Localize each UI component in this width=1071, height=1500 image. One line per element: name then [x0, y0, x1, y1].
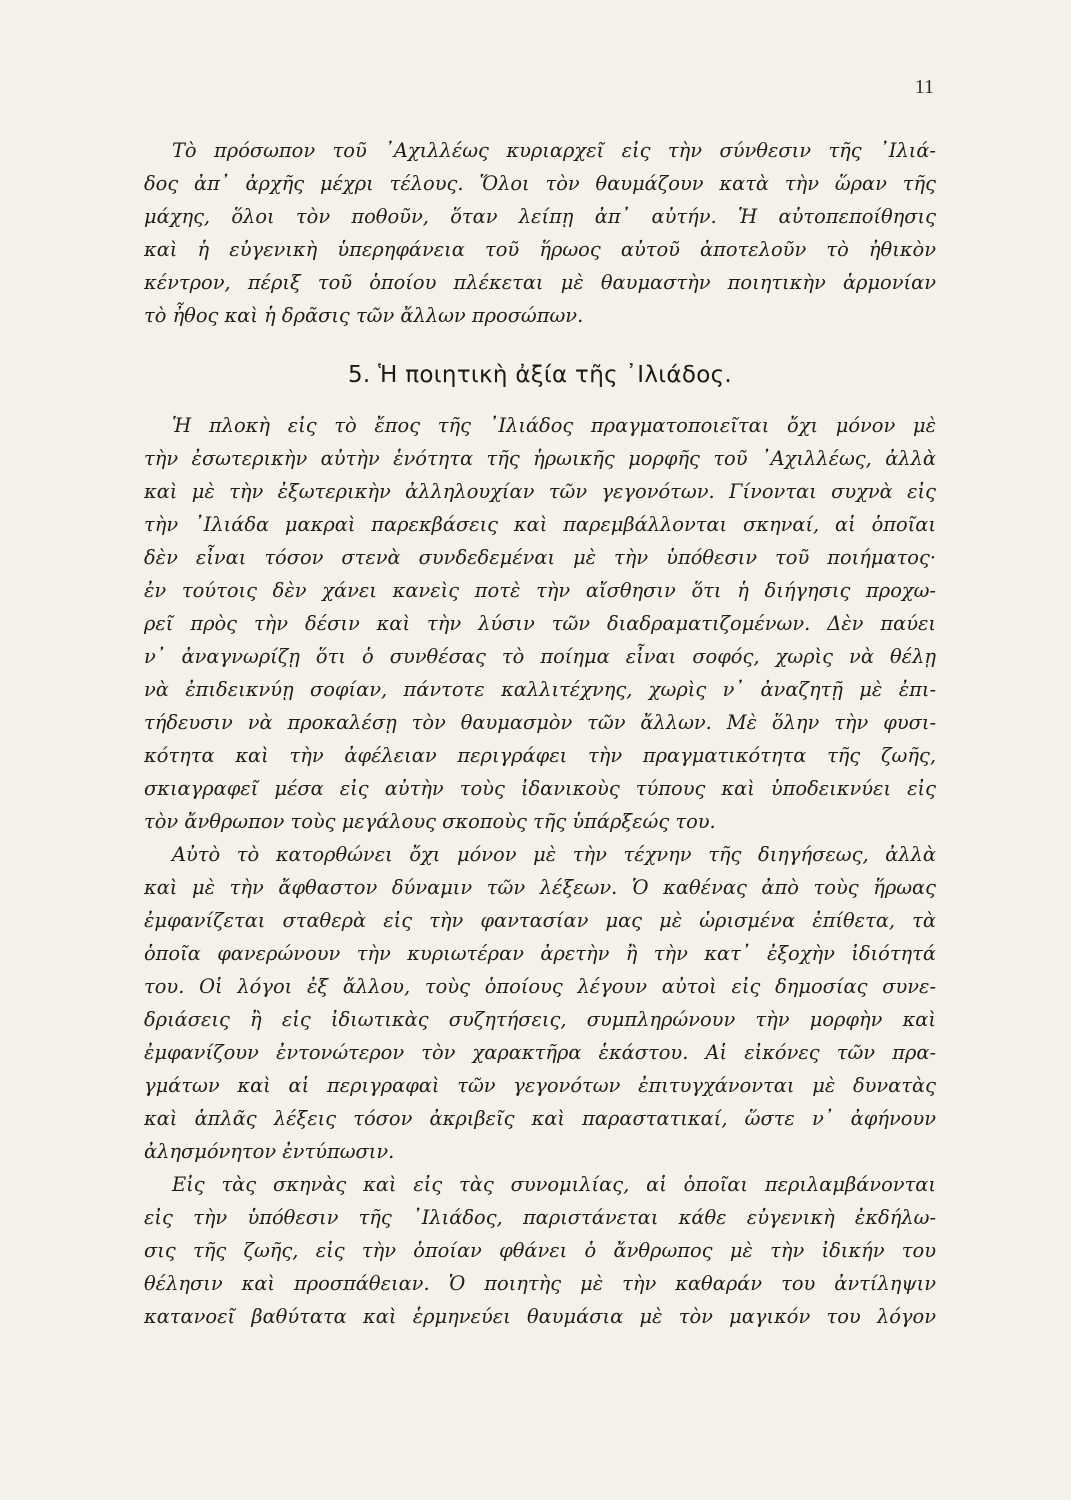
text-line: ἐμφανίζεται σταθερὰ εἰς τὴν φαντασίαν μας μὲ ὡρισμένα ἐπίθετα, τὰ: [144, 909, 936, 932]
text-line: Τὸ πρόσωπον τοῦ ᾿Αχιλλέως κυριαρχεῖ εἰς τὴν σύνθεσιν τῆς ᾿Ιλιά-: [172, 139, 936, 162]
text-line: δος ἀπ᾿ ἀρχῆς μέχρι τέλους. Ὅλοι τὸν θαυμάζουν κατὰ τὴν ὥραν τῆς: [144, 172, 936, 195]
text-line: κότητα καὶ τὴν ἀφέλειαν περιγράφει τὴν πραγματικότητα τῆς ζωῆς,: [144, 744, 936, 767]
text-line: τὸν ἄνθρωπον τοὺς μεγάλους σκοποὺς τῆς ὑπάρξεώς του.: [144, 810, 716, 833]
text-line: τὴν ᾿Ιλιάδα μακραὶ παρεκβάσεις καὶ παρεμβάλλονται σκηναί, αἱ ὁποῖαι: [144, 513, 936, 536]
text-line: Ἡ πλοκὴ εἰς τὸ ἔπος τῆς ᾿Ιλιάδος πραγματοποιεῖται ὄχι μόνον μὲ: [172, 414, 936, 437]
text-line: γμάτων καὶ αἱ περιγραφαὶ τῶν γεγονότων ἐπιτυγχάνονται μὲ δυνατὰς: [144, 1074, 936, 1097]
section-body: [144, 409, 936, 1333]
text-line: καὶ ἡ εὐγενικὴ ὑπερηφάνεια τοῦ ἥρωος αὐτοῦ ἀποτελοῦν τὸ ἠθικὸν: [144, 238, 936, 261]
text-line: Εἰς τὰς σκηνὰς καὶ εἰς τὰς συνομιλίας, αἱ ὁποῖαι περιλαμβάνονται: [172, 1173, 936, 1196]
text-line: τήδευσιν νὰ προκαλέσῃ τὸν θαυμασμὸν τῶν ἄλλων. Μὲ ὅλην τὴν φυσι-: [144, 711, 936, 734]
page-number: 11: [914, 76, 934, 98]
text-line: καὶ ἁπλᾶς λέξεις τόσον ἀκριβεῖς καὶ παραστατικαί, ὥστε ν᾿ ἀφήνουν: [144, 1107, 936, 1130]
text-line: ὁποῖα φανερώνουν τὴν κυριωτέραν ἀρετὴν ἢ τὴν κατ᾿ ἐξοχὴν ἰδιότητά: [144, 942, 936, 965]
text-line: ἐν τούτοις δὲν χάνει κανεὶς ποτὲ τὴν αἴσθησιν ὅτι ἡ διήγησις προχω-: [144, 579, 936, 602]
text-line: δὲν εἶναι τόσον στενὰ συνδεδεμέναι μὲ τὴν ὑπόθεσιν τοῦ ποιήματος·: [144, 546, 936, 569]
text-line: σκιαγραφεῖ μέσα εἰς αὐτὴν τοὺς ἰδανικοὺς τύπους καὶ ὑποδεικνύει εἰς: [144, 777, 936, 800]
text-line: ἀλησμόνητον ἐντύπωσιν.: [144, 1140, 395, 1163]
text-line: ν᾿ ἀναγνωρίζῃ ὅτι ὁ συνθέσας τὸ ποίημα εἶναι σοφός, χωρὶς νὰ θέλῃ: [144, 645, 936, 668]
text-line: σις τῆς ζωῆς, εἰς τὴν ὁποίαν φθάνει ὁ ἄνθρωπος μὲ τὴν ἰδικήν του: [144, 1239, 936, 1262]
text-line: του. Οἱ λόγοι ἐξ ἄλλου, τοὺς ὁποίους λέγουν αὐτοὶ εἰς δημοσίας συνε-: [144, 975, 936, 998]
text-line: τὸ ἦθος καὶ ἡ δρᾶσις τῶν ἄλλων προσώπων.: [144, 304, 584, 327]
text-line: δριάσεις ἢ εἰς ἰδιωτικὰς συζητήσεις, συμπληρώνουν τὴν μορφὴν καὶ: [144, 1008, 936, 1031]
text-line: Αὐτὸ τὸ κατορθώνει ὄχι μόνον μὲ τὴν τέχνην τῆς διηγήσεως, ἀλλὰ: [172, 843, 936, 866]
text-line: καὶ μὲ τὴν ἐξωτερικὴν ἀλληλουχίαν τῶν γεγονότων. Γίνονται συχνὰ εἰς: [144, 480, 936, 503]
text-line: θέλησιν καὶ προσπάθειαν. Ὁ ποιητὴς μὲ τὴν καθαράν του ἀντίληψιν: [144, 1272, 936, 1295]
text-line: νὰ ἐπιδεικνύῃ σοφίαν, πάντοτε καλλιτέχνης, χωρὶς ν᾿ ἀναζητῇ μὲ ἐπι-: [144, 678, 936, 701]
text-line: κέντρον, πέριξ τοῦ ὁποίου πλέκεται μὲ θαυμαστὴν ποιητικὴν ἁρμονίαν: [144, 271, 936, 294]
text-line: ρεῖ πρὸς τὴν δέσιν καὶ τὴν λύσιν τῶν διαδραματιζομένων. Δὲν παύει: [144, 612, 936, 635]
text-line: ἐμφανίζουν ἐντονώτερον τὸν χαρακτῆρα ἑκάστου. Αἱ εἰκόνες τῶν πρα-: [144, 1041, 936, 1064]
text-line: μάχης, ὅλοι τὸν ποθοῦν, ὅταν λείπῃ ἀπ᾿ αὐτήν. Ἡ αὐτοπεποίθησις: [144, 205, 936, 228]
text-line: κατανοεῖ βαθύτατα καὶ ἑρμηνεύει θαυμάσια μὲ τὸν μαγικόν του λόγον: [144, 1305, 936, 1328]
text-line: τὴν ἐσωτερικὴν αὐτὴν ἑνότητα τῆς ἡρωικῆς μορφῆς τοῦ ᾿Αχιλλέως, ἀλλὰ: [144, 447, 936, 470]
paragraph-achilles: [144, 134, 936, 332]
text-line: καὶ μὲ τὴν ἄφθαστον δύναμιν τῶν λέξεων. Ὁ καθένας ἀπὸ τοὺς ἥρωας: [144, 876, 936, 899]
text-line: εἰς τὴν ὑπόθεσιν τῆς ᾿Ιλιάδος, παριστάνεται κάθε εὐγενικὴ ἐκδήλω-: [144, 1206, 936, 1229]
section-heading: 5. Ἡ ποιητικὴ ἀξία τῆς ᾿Ιλιάδος.: [347, 362, 732, 388]
